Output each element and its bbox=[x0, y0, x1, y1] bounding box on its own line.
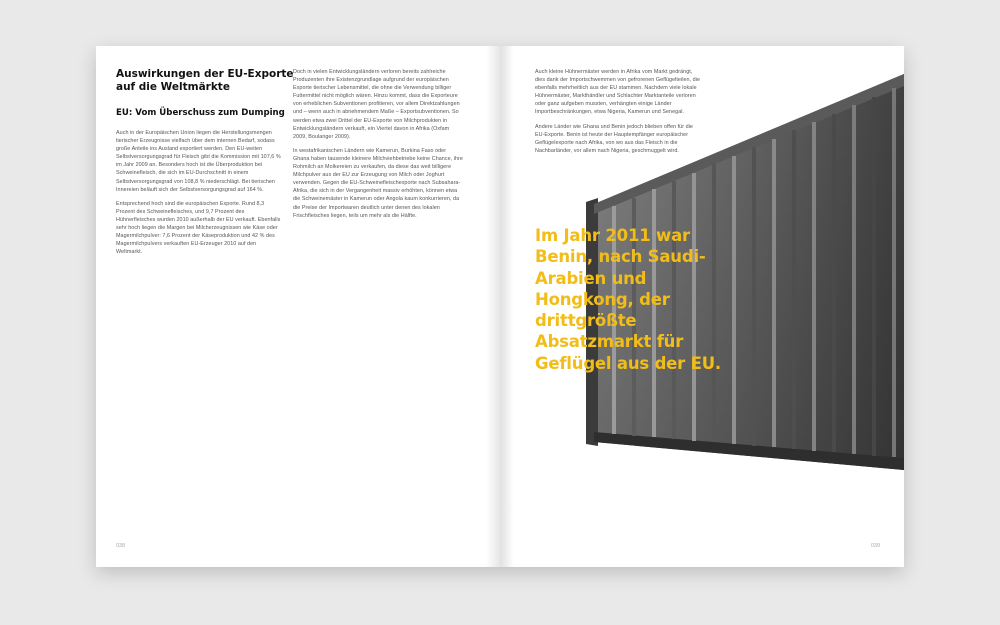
gutter-shadow-right bbox=[500, 46, 514, 567]
book-spread bbox=[96, 46, 904, 567]
text-column-1 bbox=[116, 129, 282, 262]
right-page bbox=[500, 46, 904, 567]
paragraph: Entsprechend hoch sind die europäischen Exporte. Rund 8,3 Prozent des Schweinefleisches, und 9,7 Prozent des Hühnerfleisches wurden 2010 außerhalb der EU verkauft. Ebenfalls sehr hoch liegen die Margen bei Milcherzeugnissen wie Käse oder Magermilchpulver: 7,6 Prozent der Käseproduktion und 42 % des Magermilchpulvers verkauften EU-Erzeuger 2010 auf den Weltmarkt. bbox=[116, 200, 281, 256]
page-number-right: 039 bbox=[871, 543, 880, 549]
page-heading: Auswirkungen der EU-Exporte auf die Weltmärkte bbox=[116, 68, 294, 93]
section-subheading: EU: Vom Überschuss zum Dumping bbox=[116, 108, 285, 118]
paragraph: Auch kleine Hühnermäster werden in Afrika vom Markt gedrängt, dies dank der Importschwemmen von gefrorenen Geflügelteilen, die ebenfalls mehrheitlich aus der EU stammen. Nachdem viele lokale Hühnermäster, Markthändler und Schlachter Marktanteile verloren oder ganz aufgeben mussten, verhängten einige Länder Importbeschränkungen, etwa Nigeria, Kamerun und Senegal. bbox=[535, 69, 701, 116]
paragraph: Auch in der Europäischen Union liegen die Herstellungsmengen tierischer Erzeugnisse vielfach über dem internen Bedarf, sodass große Anteile ins Ausland exportiert werden. Den EU-weiten Selbstversorgungsgrad für Fleisch gibt die Kommission mit 107,6 % im Jahr 2009 an. Besonders hoch ist die Überproduktion bei Schweinefleisch, die sich im EU-Durchschnitt in einem Selbstversorgungsgrad von 108,8 % niederschlägt. Bei tierischen Innereien beläuft sich der Selbstversorgungsgrad auf 164 %. bbox=[116, 130, 281, 193]
pull-quote: Im Jahr 2011 war Benin, nach Saudi-Arabien und Hongkong, der drittgrößte Absatzmarkt für Geflügel aus der EU. bbox=[535, 226, 721, 373]
left-page bbox=[96, 46, 500, 567]
gutter-shadow-left bbox=[486, 46, 500, 567]
page-number-left: 038 bbox=[116, 543, 125, 549]
paragraph: In westafrikanischen Ländern wie Kamerun, Burkina Faso oder Ghana haben tausende kleinere Milchviehbetriebe keine Chance, ihre Rohmilch an Molkereien zu verkaufen, da diese das weit billigere Milchpulver aus der EU zur Erzeugung von Milch oder Joghurt verwenden. Gegen die EU-Schweinefleischexporte nach Subsahara-Afrika, die sich in der Vergangenheit massiv erhöhten, können etwa die Schweinemäster in Kamerun oder Angola kaum konkurrieren, da die Preise der Importwaren deutlich unter denen des lokalen Frischfleisches liegen, teils um mehr als die Hälfte. bbox=[293, 147, 463, 219]
paragraph: Andere Länder wie Ghana und Benin jedoch blieben offen für die EU-Exporte. Benin ist heute der Hauptempfänger europäischer Geflügelexporte nach Afrika, von wo aus das Fleisch in die Nachbarländer, vor allem nach Nigeria, geschmuggelt wird. bbox=[535, 123, 693, 154]
text-column-2 bbox=[293, 68, 463, 226]
paragraph: Doch in vielen Entwicklungsländern verloren bereits zahlreiche Produzenten ihre Existenzgrundlage aufgrund der europäischen Exporte tierischer Lebensmittel, die ohne die Verwendung billiger Futtermittel nicht möglich wären. Hinzu kommt, dass die Exporteure von erheblichen Subventionen profitieren, vor allem Direktzahlungen und – wenn auch in abnehmendem Maße – Exportsubventionen. So werden etwa zwei Drittel der EU-Exporte von Milchprodukten in Entwicklungsländern verkauft, ein Viertel davon in Afrika (Oxfam 2009, Boulanger 2009). bbox=[293, 69, 460, 140]
